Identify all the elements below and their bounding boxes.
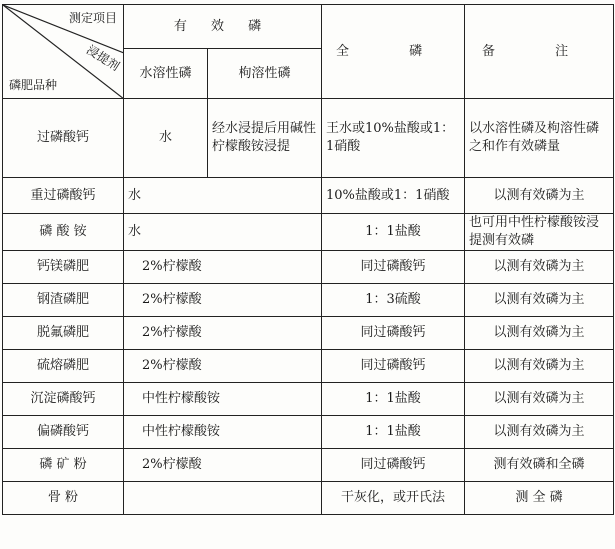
header-citrate-soluble: 枸溶性磷 [208, 49, 322, 99]
available-p-extractant: 2%柠檬酸 [124, 251, 322, 284]
water-soluble-extractant: 水 [124, 99, 208, 178]
remark: 以测有效磷为主 [465, 350, 614, 383]
remark: 以测有效磷为主 [465, 284, 614, 317]
fertilizer-name: 钙镁磷肥 [3, 251, 124, 284]
available-p-extractant: 中性柠檬酸铵 [124, 383, 322, 416]
fertilizer-name: 磷 矿 粉 [3, 449, 124, 482]
fertilizer-name: 重过磷酸钙 [3, 178, 124, 214]
table-row [3, 350, 614, 383]
table-row [3, 317, 614, 350]
total-p-method: 1：1盐酸 [322, 416, 465, 449]
total-p-method: 王水或10%盐酸或1：1硝酸 [322, 99, 465, 178]
available-p-extractant: 中性柠檬酸铵 [124, 416, 322, 449]
total-p-method: 1：1盐酸 [322, 383, 465, 416]
total-p-method: 同过磷酸钙 [322, 251, 465, 284]
fertilizer-name: 脱氟磷肥 [3, 317, 124, 350]
available-p-extractant: 水 [124, 214, 322, 251]
remark: 也可用中性柠檬酸铵浸提测有效磷 [465, 214, 614, 251]
remark: 测 全 磷 [465, 482, 614, 515]
available-p-extractant: 2%柠檬酸 [124, 317, 322, 350]
fertilizer-name: 过磷酸钙 [3, 99, 124, 178]
available-p-extractant: 2%柠檬酸 [124, 449, 322, 482]
total-p-method: 1：3硫酸 [322, 284, 465, 317]
available-p-extractant [124, 482, 322, 515]
remark: 测有效磷和全磷 [465, 449, 614, 482]
available-p-extractant: 2%柠檬酸 [124, 284, 322, 317]
remark: 以测有效磷为主 [465, 251, 614, 284]
remark: 以测有效磷为主 [465, 416, 614, 449]
table-row [3, 383, 614, 416]
table-row [3, 99, 614, 178]
fertilizer-name: 骨 粉 [3, 482, 124, 515]
total-p-method: 同过磷酸钙 [322, 317, 465, 350]
header-fertilizer-label: 磷肥品种 [9, 78, 58, 92]
fertilizer-name: 钢渣磷肥 [3, 284, 124, 317]
remark: 以测有效磷为主 [465, 383, 614, 416]
table-row [3, 449, 614, 482]
total-p-method: 干灰化，或开氏法 [322, 482, 465, 515]
table-row [3, 416, 614, 449]
table-row [3, 214, 614, 251]
remark: 以水溶性磷及枸溶性磷之和作有效磷量 [465, 99, 614, 178]
citrate-soluble-extractant: 经水浸提后用碱性柠檬酸铵浸提 [208, 99, 322, 178]
header-available-p: 有 效 磷 [124, 5, 322, 49]
table-row [3, 284, 614, 317]
total-p-method: 10%盐酸或1：1硝酸 [322, 178, 465, 214]
fertilizer-name: 沉淀磷酸钙 [3, 383, 124, 416]
header-total-p: 全 磷 [322, 5, 465, 99]
fertilizer-name: 偏磷酸钙 [3, 416, 124, 449]
remark: 以测有效磷为主 [465, 317, 614, 350]
diagonal-header-cell [3, 5, 124, 99]
header-item-label: 测定项目 [68, 11, 117, 25]
total-p-method: 同过磷酸钙 [322, 449, 465, 482]
available-p-extractant: 水 [124, 178, 322, 214]
header-water-soluble: 水溶性磷 [124, 49, 208, 99]
phosphate-analysis-table [2, 4, 614, 515]
total-p-method: 1：1盐酸 [322, 214, 465, 251]
fertilizer-name: 硫熔磷肥 [3, 350, 124, 383]
fertilizer-name: 磷 酸 铵 [3, 214, 124, 251]
table-row [3, 251, 614, 284]
header-remarks: 备 注 [465, 5, 614, 99]
table-row [3, 482, 614, 515]
header-extractant-label: 浸提剂 [84, 42, 122, 74]
total-p-method: 同过磷酸钙 [322, 350, 465, 383]
remark: 以测有效磷为主 [465, 178, 614, 214]
table-row [3, 178, 614, 214]
available-p-extractant: 2%柠檬酸 [124, 350, 322, 383]
